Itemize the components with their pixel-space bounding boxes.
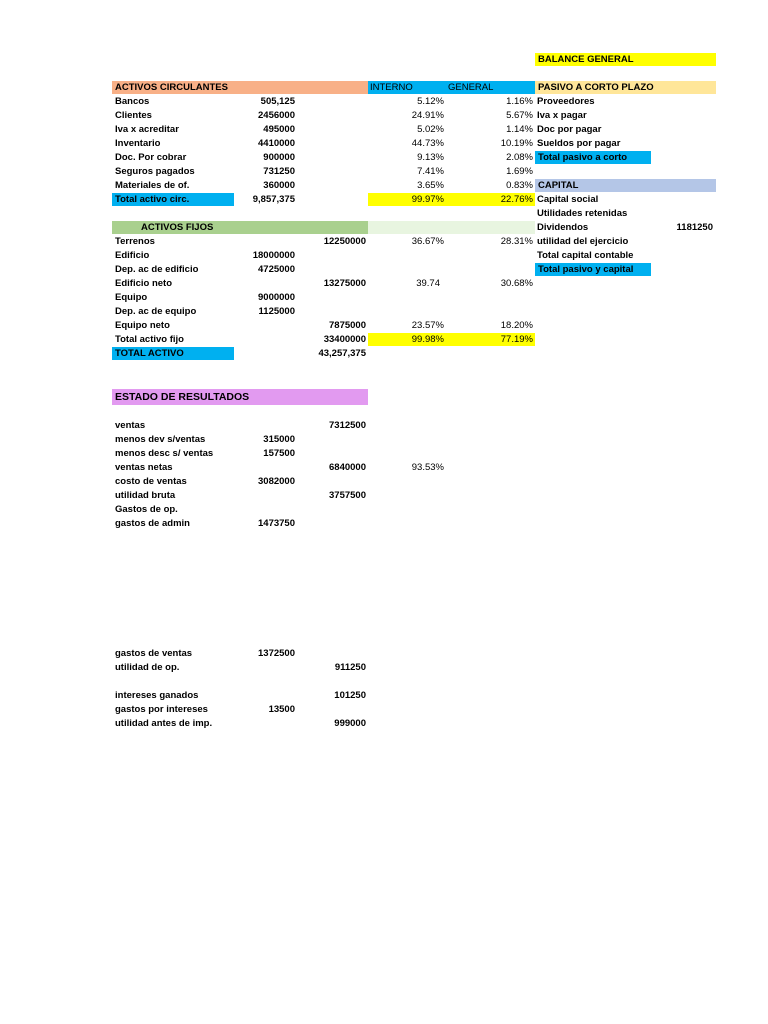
equipo-neto-label: Equipo neto (115, 320, 170, 331)
total-activo-fijo-pct (368, 333, 535, 346)
interno-general-header (368, 81, 535, 94)
costo-label: costo de ventas (115, 476, 187, 487)
edificio-label: Edificio (115, 250, 150, 261)
costo-value: 3082000 (258, 476, 295, 487)
activos-circulantes-header: ACTIVOS CIRCULANTES (112, 81, 368, 94)
row-value: 360000 (263, 180, 295, 191)
ventas-netas-label: ventas netas (115, 462, 173, 473)
dep-edificio-label: Dep. ac de edificio (115, 264, 199, 275)
row-value: 4410000 (258, 138, 295, 149)
row-label: Doc. Por cobrar (115, 152, 187, 163)
row-value: 900000 (263, 152, 295, 163)
row-value: 495000 (263, 124, 295, 135)
capital-header: CAPITAL (535, 179, 716, 192)
pasivo-item: Doc por pagar (537, 124, 602, 135)
total-pasivo-corto: Total pasivo a corto (535, 151, 651, 164)
pasivo-item: Sueldos por pagar (537, 138, 621, 149)
activos-fijos-header-spacer (368, 221, 535, 234)
terrenos-general: 28.31% (500, 236, 533, 247)
intereses-ganados-label: intereses ganados (115, 690, 199, 701)
utilidad-op-label: utilidad de op. (115, 662, 180, 673)
equipo-label: Equipo (115, 292, 148, 303)
ventas-netas-pct: 93.53% (411, 462, 444, 473)
utilidad-antes-label: utilidad antes de imp. (115, 718, 213, 729)
row-general: 0.83% (506, 180, 533, 191)
balance-title: BALANCE GENERAL (535, 53, 716, 66)
terrenos-label: Terrenos (115, 236, 155, 247)
dep-equipo-value: 1125000 (258, 306, 295, 317)
total-activo-circ-value: 9,857,375 (252, 194, 295, 205)
edificio-neto-value: 13275000 (323, 278, 366, 289)
desc-value: 157500 (263, 448, 295, 459)
edificio-value: 18000000 (252, 250, 295, 261)
row-interno: 5.12% (417, 96, 444, 107)
dev-value: 315000 (263, 434, 295, 445)
gastos-op-label: Gastos de op. (115, 504, 178, 515)
total-pasivo-capital: Total pasivo y capital (535, 263, 651, 276)
row-general: 1.16% (506, 96, 533, 107)
pasivo-item: Iva x pagar (537, 110, 587, 121)
gastos-intereses-label: gastos por intereses (115, 704, 208, 715)
row-label: Inventario (115, 138, 161, 149)
gastos-ventas-label: gastos de ventas (115, 648, 193, 659)
row-interno: 5.02% (417, 124, 444, 135)
pasivo-item: Proveedores (537, 96, 595, 107)
total-activo-value: 43,257,375 (318, 348, 366, 359)
utilidad-antes-value: 999000 (334, 718, 366, 729)
utilidad-bruta-value: 3757500 (329, 490, 366, 501)
col-interno-label: INTERNO (370, 82, 413, 93)
equipo-neto-interno: 23.57% (411, 320, 444, 331)
intereses-ganados-value: 101250 (334, 690, 366, 701)
row-interno: 3.65% (417, 180, 444, 191)
dep-edificio-value: 4725000 (258, 264, 295, 275)
terrenos-interno: 36.67% (411, 236, 444, 247)
col-general-label: GENERAL (448, 82, 494, 93)
row-value: 2456000 (258, 110, 295, 121)
row-interno: 44.73% (411, 138, 444, 149)
equipo-neto-value: 7875000 (329, 320, 366, 331)
dividendos-value: 1181250 (676, 222, 713, 233)
terrenos-value: 12250000 (323, 236, 366, 247)
total-activo-circ-pct (368, 193, 535, 206)
total-activo-circ-label: Total activo circ. (112, 193, 234, 206)
ventas-label: ventas (115, 420, 146, 431)
utilidad-op-value: 911250 (334, 662, 366, 673)
gastos-intereses-value: 13500 (268, 704, 295, 715)
total-interno: 99.97% (411, 194, 444, 205)
ventas-netas-value: 6840000 (329, 462, 366, 473)
row-label: Iva x acreditar (115, 124, 179, 135)
row-interno: 9.13% (417, 152, 444, 163)
gastos-admin-value: 1473750 (258, 518, 295, 529)
edificio-neto-general: 30.68% (500, 278, 533, 289)
total-activo-fijo-value: 33400000 (323, 334, 366, 345)
equipo-value: 9000000 (258, 292, 295, 303)
ventas-value: 7312500 (329, 420, 366, 431)
row-value: 505,125 (260, 96, 295, 107)
row-label: Materiales de of. (115, 180, 190, 191)
edificio-neto-interno: 39.74 (416, 278, 440, 289)
gastos-ventas-value: 1372500 (258, 648, 295, 659)
row-label: Seguros pagados (115, 166, 195, 177)
estado-title: ESTADO DE RESULTADOS (112, 389, 368, 405)
row-general: 2.08% (506, 152, 533, 163)
row-interno: 24.91% (411, 110, 444, 121)
row-general: 5.67% (506, 110, 533, 121)
dep-equipo-label: Dep. ac de equipo (115, 306, 197, 317)
row-value: 731250 (263, 166, 295, 177)
utilidad-bruta-label: utilidad bruta (115, 490, 176, 501)
row-general: 10.19% (500, 138, 533, 149)
row-general: 1.69% (506, 166, 533, 177)
pasivo-header: PASIVO A CORTO PLAZO (535, 81, 716, 94)
total-general: 22.76% (500, 194, 533, 205)
equipo-neto-general: 18.20% (500, 320, 533, 331)
total-fijo-interno: 99.98% (411, 334, 444, 345)
row-label: Clientes (115, 110, 152, 121)
dividendos-label: Dividendos (537, 222, 589, 233)
gastos-admin-label: gastos de admin (115, 518, 190, 529)
row-label: Bancos (115, 96, 150, 107)
dev-label: menos dev s/ventas (115, 434, 206, 445)
capital-item: Capital social (537, 194, 599, 205)
total-fijo-general: 77.19% (500, 334, 533, 345)
utilidad-ejercicio-label: utilidad del ejercicio (537, 236, 629, 247)
edificio-neto-label: Edificio neto (115, 278, 172, 289)
total-activo-fijo-label: Total activo fijo (115, 334, 184, 345)
activos-fijos-title: ACTIVOS FIJOS (141, 222, 214, 233)
row-interno: 7.41% (417, 166, 444, 177)
activos-fijos-header (112, 221, 368, 234)
total-capital-contable: Total capital contable (537, 250, 634, 261)
total-activo-label: TOTAL ACTIVO (112, 347, 234, 360)
capital-item: Utilidades retenidas (537, 208, 628, 219)
desc-label: menos desc s/ ventas (115, 448, 214, 459)
row-general: 1.14% (506, 124, 533, 135)
